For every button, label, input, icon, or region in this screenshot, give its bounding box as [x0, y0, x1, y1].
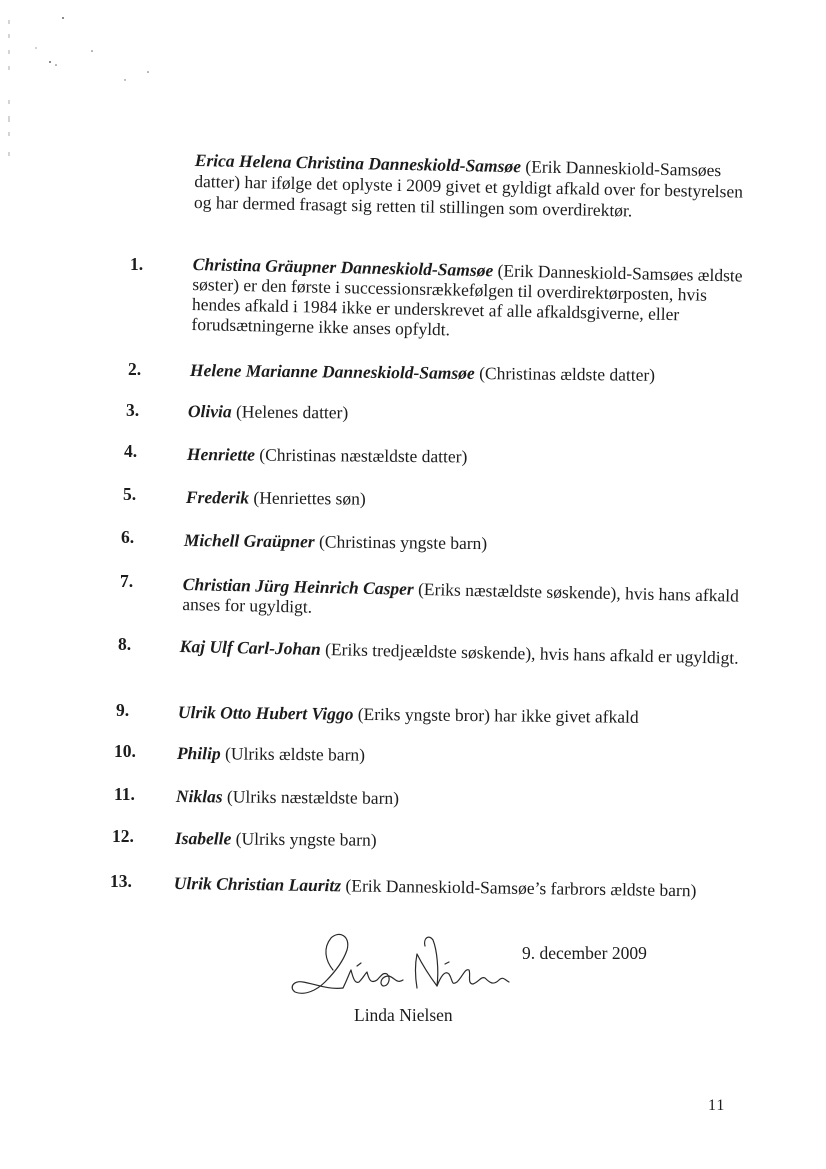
- list-item-name: Christian Jürg Heinrich Casper: [182, 574, 414, 599]
- page-number: 11: [708, 1097, 726, 1114]
- list-item-name: Michell Graüpner: [183, 530, 315, 552]
- list-item-name: Philip: [176, 743, 221, 764]
- list-item: [176, 786, 736, 811]
- signature-date: 9. december 2009: [522, 943, 647, 963]
- list-item-text: (Henriettes søn): [253, 487, 366, 509]
- list-number: 8.: [118, 634, 132, 654]
- list-item: [175, 828, 735, 853]
- list-item-name: Henriette: [186, 444, 256, 465]
- list-number: 7.: [120, 571, 134, 591]
- list-number: 12.: [112, 826, 134, 846]
- list-number: 5.: [123, 484, 137, 504]
- list-item-text: (Christinas ældste datter): [479, 363, 656, 385]
- list-item: [186, 487, 746, 512]
- list-item-name: Frederik: [185, 487, 250, 508]
- signer-name: Linda Nielsen: [354, 1005, 453, 1025]
- list-item-name: Ulrik Christian Lauritz: [173, 873, 342, 896]
- list-item-name: Ulrik Otto Hubert Viggo: [177, 702, 354, 724]
- list-item: [182, 574, 743, 626]
- intro-paragraph: [194, 150, 755, 224]
- list-item-text: (Erik Danneskiold-Samsøes ældste søster) er den første i successionsrækkefølgen til overdirektørposten, hvis hendes afkald i 1984 ikke er underskrevet af alle afkaldsgiverne, eller forudsætningerne ikke anses opfyldt.: [191, 260, 743, 340]
- list-item-text: (Christinas næstældste datter): [259, 444, 468, 467]
- list-item-text: (Ulriks yngste barn): [235, 828, 377, 850]
- list-item: [174, 873, 734, 901]
- list-item: [180, 636, 740, 668]
- list-number: 10.: [114, 741, 136, 761]
- list-number: 11.: [114, 784, 135, 804]
- intro-name: Erica Helena Christina Danneskiold-Samsøe: [194, 150, 522, 177]
- list-number: 1.: [130, 254, 144, 274]
- list-item: [187, 444, 747, 469]
- list-item-text: (Eriks tredjeældste søskende), hvis hans afkald er ugyldigt.: [324, 639, 739, 668]
- list-item-text: (Erik Danneskiold-Samsøe’s farbrors ældste barn): [345, 875, 697, 901]
- list-item-text: (Eriks yngste bror) har ikke givet afkald: [357, 703, 639, 727]
- list-item: [177, 743, 737, 768]
- list-item: [190, 360, 750, 386]
- list-item: [188, 401, 748, 426]
- list-number: 2.: [128, 359, 142, 379]
- list-number: 3.: [126, 400, 140, 420]
- list-item-text: (Helenes datter): [235, 401, 349, 423]
- list-item-name: Isabelle: [174, 828, 232, 849]
- list-item-text: (Ulriks ældste barn): [224, 743, 366, 765]
- list-item: [178, 702, 738, 728]
- list-item-text: (Ulriks næstældste barn): [226, 786, 400, 808]
- list-item-name: Kaj Ulf Carl-Johan: [179, 636, 321, 659]
- list-number: 9.: [116, 700, 130, 720]
- list-item-name: Christina Gräupner Danneskiold-Samsøe: [192, 254, 494, 281]
- list-number: 6.: [121, 527, 135, 547]
- list-item-name: Olivia: [187, 401, 232, 422]
- list-item: [191, 254, 753, 346]
- list-number: 13.: [110, 871, 132, 891]
- list-item: [184, 530, 744, 556]
- scan-specks: [30, 10, 170, 90]
- scan-edge-marks: [6, 20, 14, 170]
- list-item-text: (Eriks næstældste søskende), hvis hans afkald anses for ugyldigt.: [182, 578, 740, 617]
- list-item-text: (Christinas yngste barn): [318, 531, 488, 554]
- list-item-name: Helene Marianne Danneskiold-Samsøe: [189, 360, 475, 383]
- intro-text: (Erik Danneskiold-Samsøes datter) har ifølge det oplyste i 2009 givet et gyldigt afkald over for bestyrelsen og har dermed frasagt sig retten til stillingen som overdirektør.: [193, 156, 744, 221]
- list-number: 4.: [124, 441, 138, 461]
- list-item-name: Niklas: [175, 786, 223, 807]
- handwritten-signature: [285, 930, 515, 1010]
